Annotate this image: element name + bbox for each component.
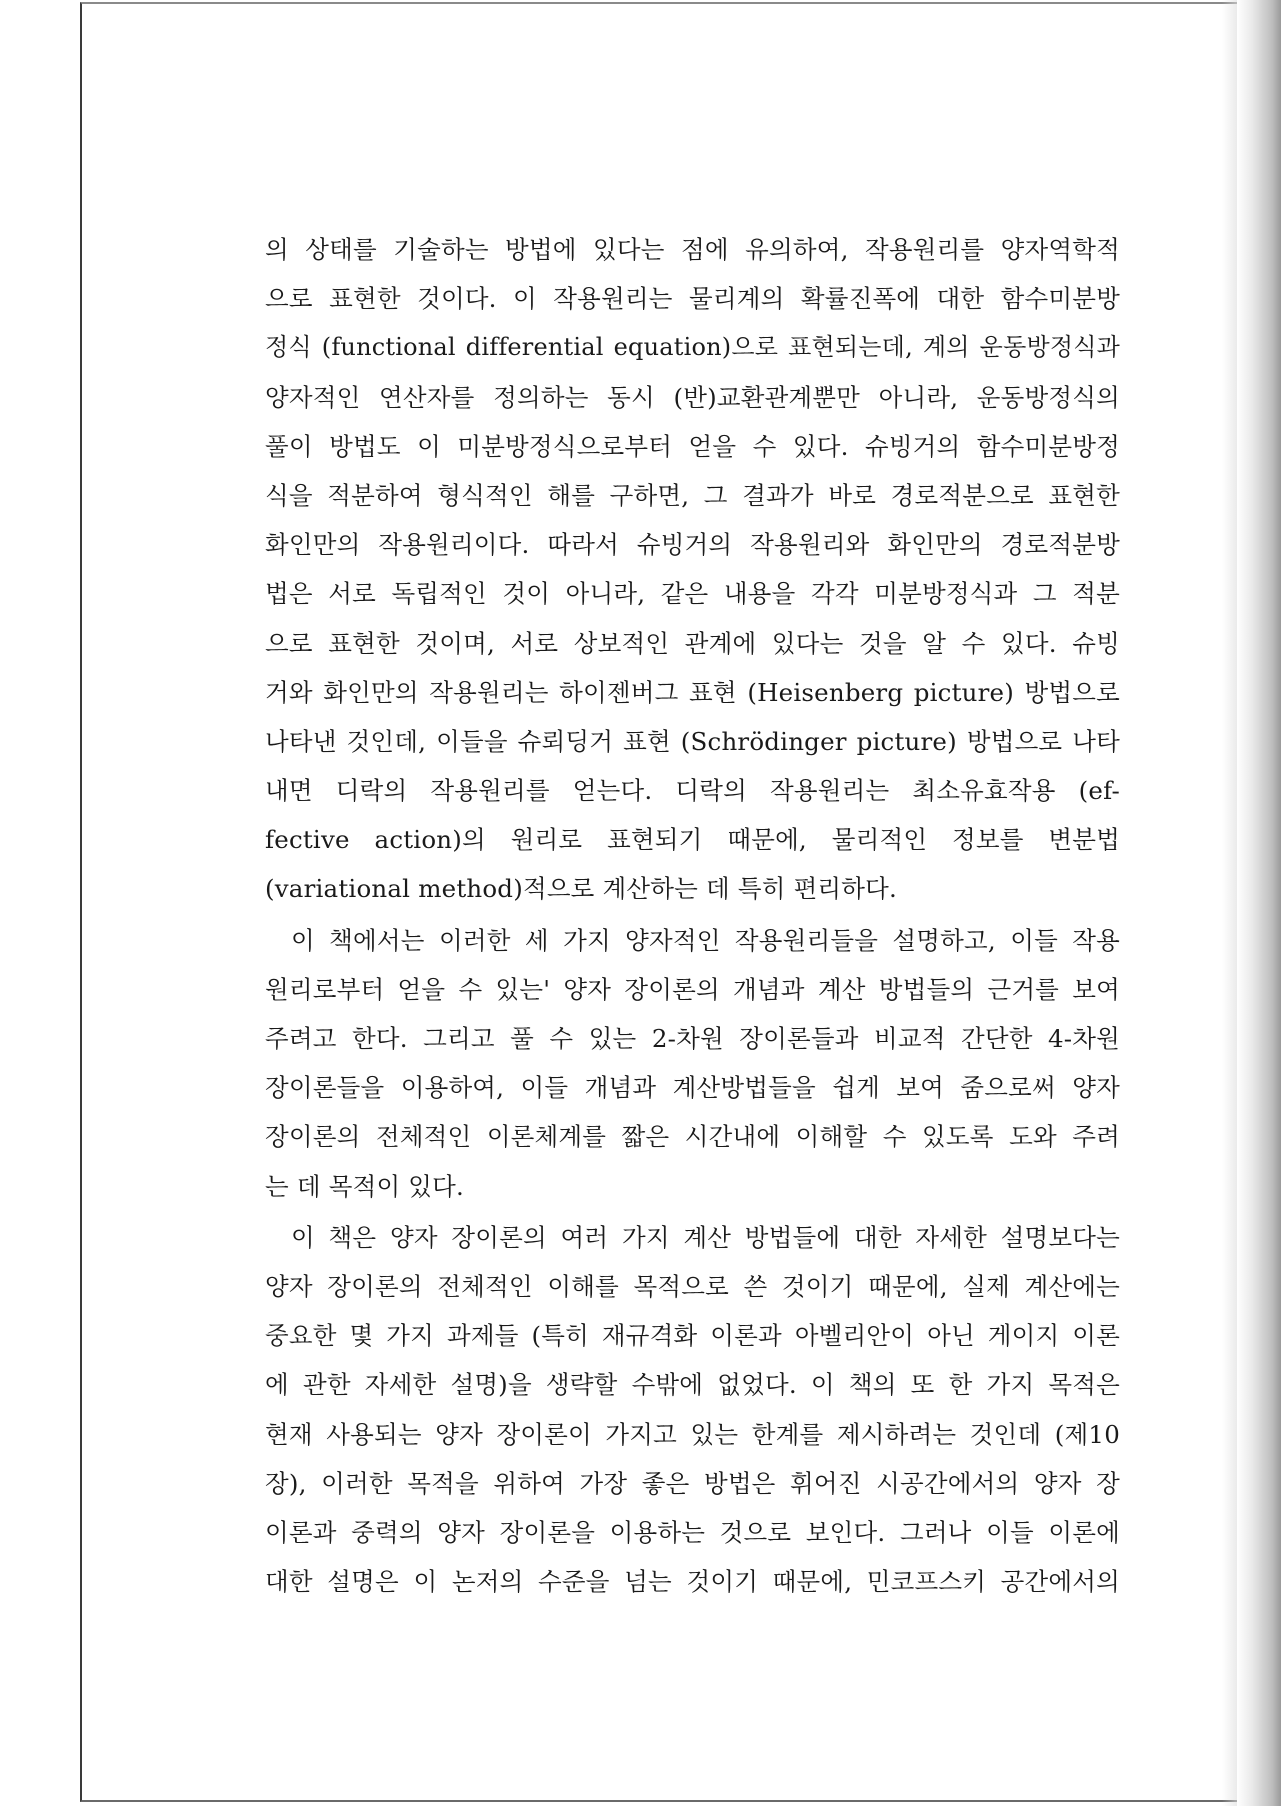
text-line: 는 데 목적이 있다. bbox=[265, 1171, 465, 1201]
paragraph-3 bbox=[265, 1213, 1120, 1607]
text-line: 이론과 중력의 양자 장이론을 이용하는 것으로 보인다. 그러나 이들 이론에 bbox=[265, 1517, 1120, 1547]
text-line: 양자적인 연산자를 정의하는 동시 (반)교환관계뿐만 아니라, 운동방정식의 bbox=[265, 382, 1120, 412]
text-line: 장이론들을 이용하여, 이들 개념과 계산방법들을 쉽게 보여 줌으로써 양자 bbox=[265, 1073, 1120, 1103]
scan-background bbox=[0, 0, 80, 1806]
text-line: 에 관한 자세한 설명)을 생략할 수밖에 없었다. 이 책의 또 한 가지 목적은 bbox=[265, 1370, 1120, 1400]
text-line: 장이론의 전체적인 이론체계를 짧은 시간내에 이해할 수 있도록 도와 주려 bbox=[265, 1122, 1120, 1152]
text-line: 원리로부터 얻을 수 있는' 양자 장이론의 개념과 계산 방법들의 근거를 보여 bbox=[265, 974, 1120, 1004]
text-line: 주려고 한다. 그리고 풀 수 있는 2-차원 장이론들과 비교적 간단한 4-차원 bbox=[265, 1024, 1120, 1053]
text-line: 으로 표현한 것이다. 이 작용원리는 물리계의 확률진폭에 대한 함수미분방 bbox=[265, 284, 1120, 314]
text-line: 거와 화인만의 작용원리는 하이젠버그 표현 (Heisenberg picture) 방법으로 bbox=[265, 677, 1120, 707]
text-line: 정식 (functional differential equation)으로 표현되는데, 계의 운동방정식과 bbox=[265, 333, 1120, 362]
text-line: 으로 표현한 것이며, 서로 상보적인 관계에 있다는 것을 알 수 있다. 슈빙 bbox=[265, 628, 1120, 658]
paragraph-1 bbox=[265, 225, 1120, 914]
text-line: 의 상태를 기술하는 방법에 있다는 점에 유의하여, 작용원리를 양자역학적 bbox=[265, 235, 1120, 264]
text-line: 내면 디락의 작용원리를 얻는다. 디락의 작용원리는 최소유효작용 (ef- bbox=[265, 776, 1120, 806]
text-line: 법은 서로 독립적인 것이 아니라, 같은 내용을 각각 미분방정식과 그 적분 bbox=[265, 579, 1120, 609]
text-line: (variational method)적으로 계산하는 데 특히 편리하다. bbox=[265, 874, 898, 904]
text-line: 이 책에서는 이러한 세 가지 양자적인 작용원리들을 설명하고, 이들 작용 bbox=[291, 925, 1120, 955]
text-line: 현재 사용되는 양자 장이론이 가지고 있는 한계를 제시하려는 것인데 (제10 bbox=[265, 1419, 1120, 1449]
text-line: 양자 장이론의 전체적인 이해를 목적으로 쓴 것이기 때문에, 실제 계산에는 bbox=[265, 1271, 1120, 1301]
text-line: fective action)의 원리로 표현되기 때문에, 물리적인 정보를 변분법 bbox=[265, 825, 1120, 855]
text-line: 나타낸 것인데, 이들을 슈뢰딩거 표현 (Schrödinger picture) 방법으로 나타 bbox=[265, 726, 1120, 756]
text-line: 화인만의 작용원리이다. 따라서 슈빙거의 작용원리와 화인만의 경로적분방 bbox=[265, 530, 1120, 560]
text-line: 장), 이러한 목적을 위하여 가장 좋은 방법은 휘어진 시공간에서의 양자 장 bbox=[265, 1468, 1120, 1498]
text-line: 중요한 몇 가지 과제들 (특히 재규격화 이론과 아벨리안이 아닌 게이지 이론 bbox=[265, 1321, 1120, 1351]
text-line: 대한 설명은 이 논저의 수준을 넘는 것이기 때문에, 민코프스키 공간에서의 bbox=[265, 1567, 1120, 1597]
body-text bbox=[265, 225, 1120, 1606]
paragraph-2 bbox=[265, 916, 1120, 1211]
text-line: 풀이 방법도 이 미분방정식으로부터 얻을 수 있다. 슈빙거의 함수미분방정 bbox=[265, 431, 1120, 461]
page-edge-shadow bbox=[1237, 0, 1281, 1806]
text-line: 이 책은 양자 장이론의 여러 가지 계산 방법들에 대한 자세한 설명보다는 bbox=[291, 1222, 1120, 1252]
text-line: 식을 적분하여 형식적인 해를 구하면, 그 결과가 바로 경로적분으로 표현한 bbox=[265, 480, 1120, 510]
